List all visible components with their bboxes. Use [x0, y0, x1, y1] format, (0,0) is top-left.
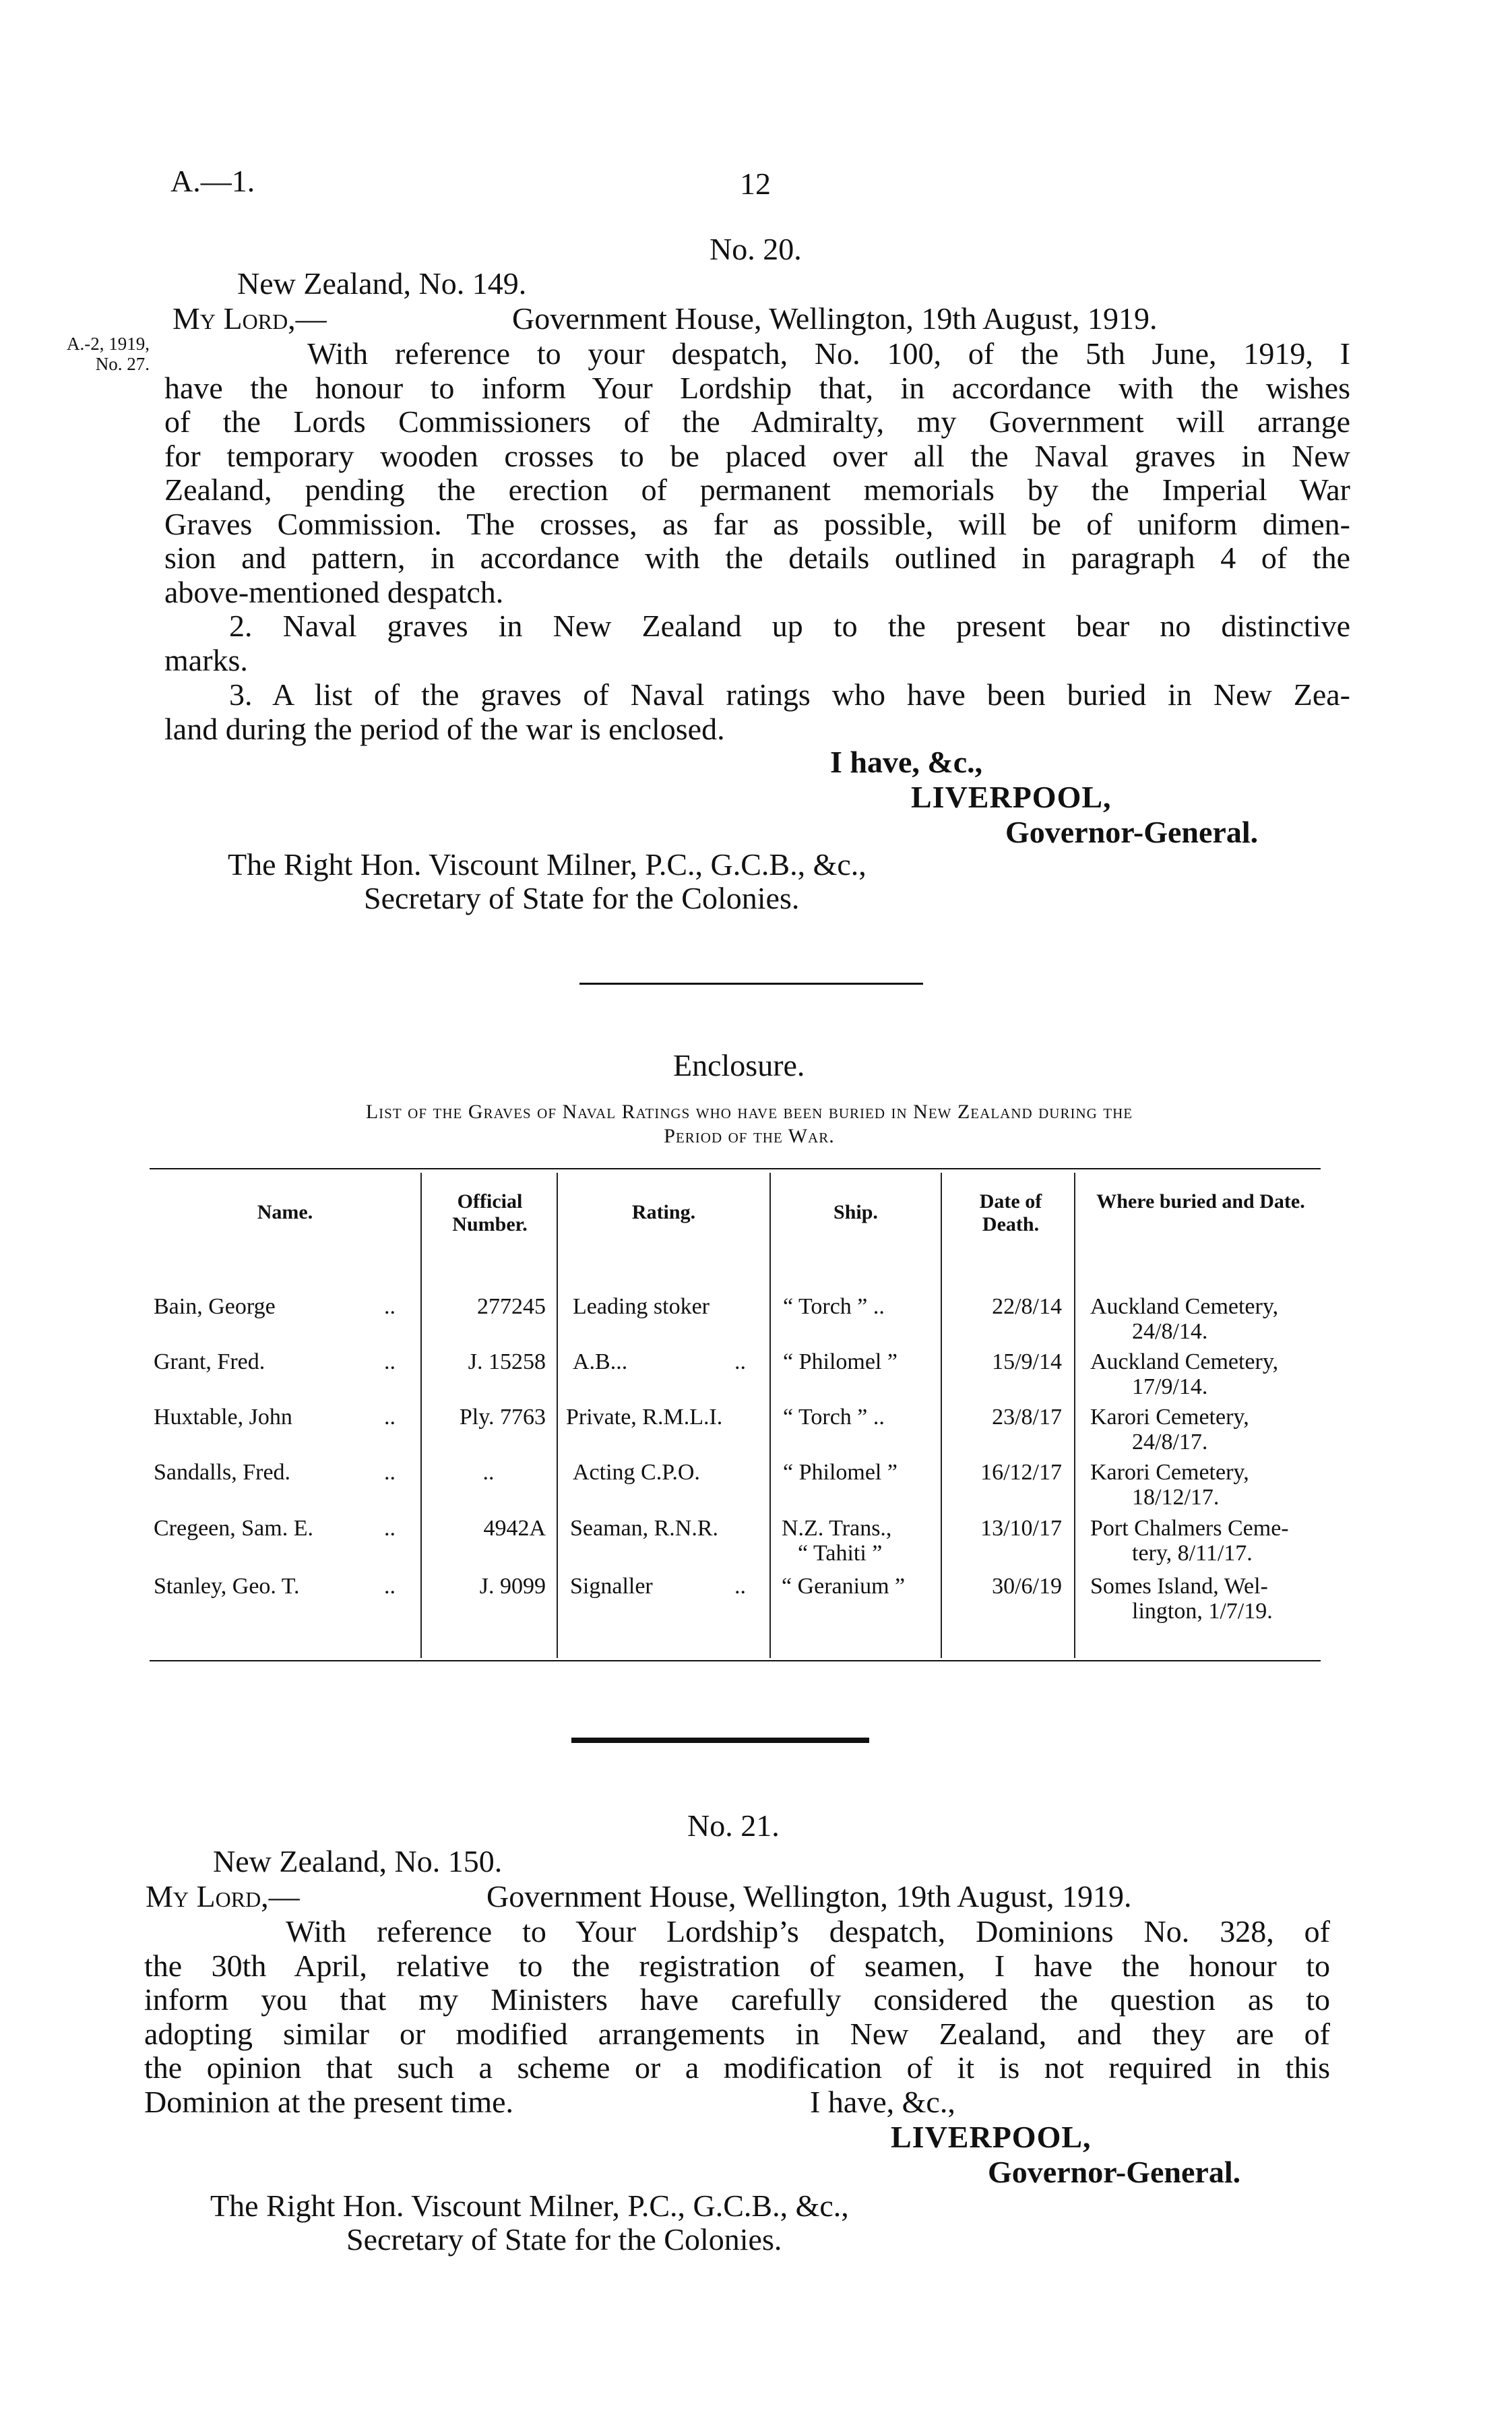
section-divider: [579, 983, 923, 985]
enclosure-title-line: Period of the War.: [664, 1125, 835, 1147]
doc20-signature: LIVERPOOL,: [911, 780, 1112, 814]
doc21-addressee-title: Secretary of State for the Colonies.: [346, 2222, 782, 2257]
text-line: above-mentioned despatch.: [164, 574, 504, 609]
text-line: With reference to Your Lordship’s despatch, Dominions No. 328, of: [286, 1914, 1330, 1949]
cell-buried: Karori Cemetery,: [1090, 1405, 1249, 1430]
doc20-paragraph-3: [164, 678, 1350, 746]
cell-name: Bain, George: [154, 1294, 276, 1319]
doc20-paragraph-1: [164, 337, 1350, 609]
leader-dots: ..: [734, 1574, 746, 1599]
doc21-signature-title: Governor-General.: [988, 2155, 1241, 2189]
doc20-place-date: Government House, Wellington, 19th August, 1919.: [512, 301, 1158, 336]
column-divider: [420, 1173, 422, 1658]
enclosure-title-line: List of the Graves of Naval Ratings who have been buried in New Zealand during the: [365, 1101, 1133, 1123]
column-divider: [557, 1173, 558, 1658]
text-line: for temporary wooden crosses to be placed over all the Naval graves in New: [164, 438, 1350, 473]
leader-dots: ..: [384, 1405, 396, 1430]
cell-buried-date: lington, 1/7/19.: [1132, 1599, 1273, 1624]
page-number: 12: [740, 166, 771, 201]
cell-name: Huxtable, John: [154, 1405, 292, 1430]
cell-death: 16/12/17: [980, 1460, 1062, 1485]
cell-number: J. 9099: [479, 1574, 546, 1599]
text-line: adopting similar or modified arrangements in New Zealand, and they are of: [144, 2016, 1330, 2051]
cell-ship: N.Z. Trans.,: [782, 1516, 892, 1541]
cell-ship-line2: “ Tahiti ”: [798, 1541, 883, 1566]
text-line: With reference to your despatch, No. 100, of the 5th June, 1919, I: [307, 336, 1350, 371]
leader-dots: ..: [384, 1294, 396, 1319]
doc20-addressee-title: Secretary of State for the Colonies.: [364, 881, 800, 915]
section-divider-heavy: [571, 1738, 869, 1743]
cell-ship: “ Torch ” ..: [783, 1294, 885, 1319]
doc21-number: No. 21.: [687, 1808, 780, 1843]
column-header-death: Date of Death.: [979, 1190, 1042, 1235]
cell-buried-date: 24/8/14.: [1132, 1319, 1208, 1344]
text-line: the opinion that such a scheme or a modification of it is not required in this: [144, 2050, 1330, 2085]
text-line: the 30th April, relative to the registration of seamen, I have the honour to: [144, 1948, 1330, 1983]
enclosure-heading: Enclosure.: [673, 1048, 805, 1082]
leader-dots: ..: [734, 1349, 746, 1374]
text-line: 3. A list of the graves of Naval ratings who have been buried in New Zea-: [229, 677, 1350, 712]
table-bottom-rule: [150, 1660, 1321, 1661]
cell-number: 4942A: [483, 1516, 546, 1541]
cell-death: 22/8/14: [992, 1294, 1062, 1319]
cell-ship: “ Geranium ”: [782, 1574, 906, 1599]
column-header-rating: Rating.: [631, 1201, 696, 1223]
cell-buried-date: tery, 8/11/17.: [1132, 1541, 1253, 1566]
text-line: of the Lords Commissioners of the Admiralty, my Government will arrange: [164, 404, 1350, 439]
cell-death: 30/6/19: [992, 1574, 1062, 1599]
doc20-reference: New Zealand, No. 149.: [237, 266, 527, 301]
text-line: Zealand, pending the erection of permanent memorials by the Imperial War: [164, 472, 1350, 507]
cell-buried-date: 17/9/14.: [1132, 1374, 1208, 1399]
doc20-addressee: The Right Hon. Viscount Milner, P.C., G.C.B., &c.,: [228, 847, 867, 882]
text-line: have the honour to inform Your Lordship that, in accordance with the wishes: [164, 370, 1350, 405]
margin-note-line: A.-2, 1919,: [67, 334, 150, 354]
doc21-place-date: Government House, Wellington, 19th August, 1919.: [486, 1879, 1132, 1913]
cell-number: ..: [482, 1460, 495, 1485]
section-marker: A.—1.: [170, 164, 255, 198]
cell-buried: Karori Cemetery,: [1090, 1460, 1249, 1485]
cell-ship: “ Philomel ”: [783, 1460, 897, 1485]
cell-buried-date: 18/12/17.: [1132, 1485, 1220, 1510]
cell-number: Ply. 7763: [459, 1405, 546, 1430]
text-line: marks.: [164, 642, 248, 677]
column-divider: [1074, 1173, 1075, 1658]
cell-rating: Leading stoker: [573, 1294, 710, 1319]
cell-buried: Auckland Cemetery,: [1090, 1294, 1279, 1319]
cell-number: J. 15258: [468, 1349, 546, 1374]
cell-buried: Auckland Cemetery,: [1090, 1349, 1279, 1374]
doc20-paragraph-2: [164, 609, 1350, 677]
doc21-closing: I have, &c.,: [810, 2085, 955, 2119]
doc21-paragraph-1: [144, 1915, 1330, 2119]
column-divider: [769, 1173, 771, 1658]
margin-note: [35, 334, 150, 374]
column-header-number: Official Number.: [452, 1190, 528, 1235]
enclosure-title: [156, 1100, 1342, 1149]
text-line: sion and pattern, in accordance with the details outlined in paragraph 4 of the: [164, 541, 1350, 575]
cell-rating: Private, R.M.L.I.: [566, 1405, 723, 1430]
cell-death: 23/8/17: [992, 1405, 1062, 1430]
text-line: 2. Naval graves in New Zealand up to the present bear no distinctive: [229, 609, 1350, 643]
doc20-signature-title: Governor-General.: [1005, 815, 1259, 849]
text-line: Graves Commission. The crosses, as far as possible, will be of uniform dimen-: [164, 506, 1350, 541]
cell-ship: “ Torch ” ..: [783, 1405, 885, 1430]
doc20-salutation: My Lord,—: [172, 301, 327, 336]
cell-buried: Somes Island, Wel-: [1090, 1574, 1268, 1599]
text-line: land during the period of the war is enclosed.: [164, 711, 725, 746]
cell-rating: A.B...: [573, 1349, 628, 1374]
cell-name: Grant, Fred.: [154, 1349, 265, 1374]
leader-dots: ..: [384, 1349, 396, 1374]
cell-rating: Seaman, R.N.R.: [570, 1516, 719, 1541]
leader-dots: ..: [384, 1516, 396, 1541]
doc20-closing: I have, &c.,: [830, 745, 983, 779]
cell-rating: Acting C.P.O.: [573, 1460, 700, 1485]
cell-name: Stanley, Geo. T.: [154, 1574, 300, 1599]
cell-buried: Port Chalmers Ceme-: [1090, 1516, 1289, 1541]
doc20-number: No. 20.: [710, 232, 802, 266]
cell-buried-date: 24/8/17.: [1132, 1430, 1208, 1455]
text-line: inform you that my Ministers have carefully considered the question as to: [144, 1982, 1330, 2017]
cell-death: 13/10/17: [980, 1516, 1062, 1541]
text-line: Dominion at the present time.: [144, 2084, 514, 2119]
column-header-ship: Ship.: [833, 1201, 878, 1223]
cell-name: Sandalls, Fred.: [154, 1460, 291, 1485]
doc21-addressee: The Right Hon. Viscount Milner, P.C., G.C.B., &c.,: [210, 2188, 849, 2223]
doc21-reference: New Zealand, No. 150.: [213, 1844, 503, 1878]
leader-dots: ..: [384, 1460, 396, 1485]
leader-dots: ..: [384, 1574, 396, 1599]
cell-number: 277245: [477, 1294, 546, 1319]
doc21-signature: LIVERPOOL,: [891, 2120, 1092, 2154]
table-top-rule: [150, 1168, 1321, 1169]
doc21-salutation: My Lord,—: [146, 1879, 300, 1913]
column-header-name: Name.: [257, 1201, 313, 1223]
cell-ship: “ Philomel ”: [783, 1349, 897, 1374]
cell-name: Cregeen, Sam. E.: [154, 1516, 313, 1541]
margin-note-line: No. 27.: [95, 354, 150, 374]
column-header-buried: Where buried and Date.: [1096, 1190, 1305, 1213]
cell-rating: Signaller: [570, 1574, 653, 1599]
column-divider: [941, 1173, 942, 1658]
cell-death: 15/9/14: [992, 1349, 1062, 1374]
